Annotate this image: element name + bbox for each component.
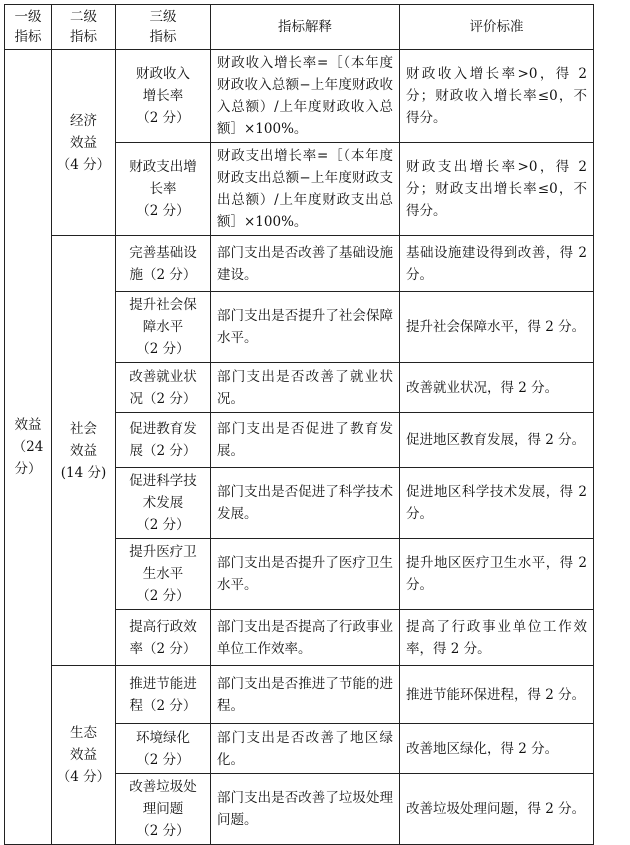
- evaluation-table: [4, 4, 594, 845]
- table-row: [5, 666, 594, 724]
- explanation-cell: 部门支出是否促进了科学技术发展。: [211, 468, 400, 539]
- indicator-cell: 提升医疗卫 生水平 （2 分）: [116, 539, 211, 610]
- indicator-cell: 环境绿化 （2 分）: [116, 724, 211, 774]
- table-header: [5, 5, 594, 50]
- indicator-cell: 改善就业状 况（2 分）: [116, 363, 211, 413]
- standard-cell: 提升地区医疗卫生水平，得 2 分。: [400, 539, 594, 610]
- level2-cell-economic: [52, 50, 116, 236]
- explanation-cell: 财政收入增长率=［（本年度财政收入总额−上年度财政收入总额）/上年度财政收入总额］×100%。: [211, 50, 400, 143]
- level1-cell: [5, 50, 52, 845]
- table-body: [5, 50, 594, 845]
- standard-cell: 提升社会保障水平，得 2 分。: [400, 292, 594, 363]
- level2-name: 生态 效益 （4 分）: [56, 725, 111, 785]
- explanation-cell: 部门支出是否改善了地区绿化。: [211, 724, 400, 774]
- table-row: [5, 236, 594, 292]
- standard-cell: 提高了行政事业单位工作效率，得 2 分。: [400, 610, 594, 666]
- explanation-cell: 部门支出是否推进了节能的进程。: [211, 666, 400, 724]
- level1-score: （24 分）: [12, 439, 44, 477]
- level2-score: （4 分）: [56, 156, 111, 173]
- indicator-cell: 提高行政效 率（2 分）: [116, 610, 211, 666]
- level2-name: 经济 效益: [70, 112, 97, 151]
- explanation-cell: 部门支出是否改善了就业状况。: [211, 363, 400, 413]
- header-explanation: 指标解释: [211, 5, 400, 50]
- standard-cell: 推进节能环保进程，得 2 分。: [400, 666, 594, 724]
- indicator-cell: 财政支出增 长率 （2 分）: [116, 143, 211, 236]
- header-standard: 评价标准: [400, 5, 594, 50]
- explanation-cell: 部门支出是否促进了教育发展。: [211, 413, 400, 468]
- explanation-cell: 财政支出增长率=［（本年度财政支出总额−上年度财政支出总额）/上年度财政支出总额］×100%。: [211, 143, 400, 236]
- header-level2: 二级 指标: [52, 5, 116, 50]
- standard-cell: 改善垃圾处理问题，得 2 分。: [400, 774, 594, 845]
- indicator-cell: 促进科学技 术发展 （2 分）: [116, 468, 211, 539]
- header-level1: 一级 指标: [5, 5, 52, 50]
- level1-name: 效益: [14, 417, 42, 433]
- indicator-cell: 改善垃圾处 理问题 （2 分）: [116, 774, 211, 845]
- explanation-cell: 部门支出是否提高了行政事业单位工作效率。: [211, 610, 400, 666]
- level2-score: (14 分): [60, 464, 107, 481]
- standard-cell: 财政支出增长率>0，得 2 分；财政支出增长率≤0，不得分。: [400, 143, 594, 236]
- standard-cell: 促进地区教育发展，得 2 分。: [400, 413, 594, 468]
- header-level3: 三级 指标: [116, 5, 211, 50]
- explanation-cell: 部门支出是否提升了医疗卫生水平。: [211, 539, 400, 610]
- indicator-cell: 推进节能进 程（2 分）: [116, 666, 211, 724]
- standard-cell: 财政收入增长率>0，得 2 分；财政收入增长率≤0，不得分。: [400, 50, 594, 143]
- explanation-cell: 部门支出是否改善了基础设施建设。: [211, 236, 400, 292]
- indicator-cell: 促进教育发 展（2 分）: [116, 413, 211, 468]
- level2-name: 社会 效益: [70, 420, 97, 459]
- indicator-cell: 完善基础设 施（2 分）: [116, 236, 211, 292]
- standard-cell: 促进地区科学技术发展，得 2 分。: [400, 468, 594, 539]
- standard-cell: 改善地区绿化，得 2 分。: [400, 724, 594, 774]
- level2-cell-social: [52, 236, 116, 666]
- explanation-cell: 部门支出是否改善了垃圾处理问题。: [211, 774, 400, 845]
- indicator-cell: 财政收入 增长率 （2 分）: [116, 50, 211, 143]
- explanation-cell: 部门支出是否提升了社会保障水平。: [211, 292, 400, 363]
- table-row: [5, 50, 594, 143]
- standard-cell: 基础设施建设得到改善，得 2 分。: [400, 236, 594, 292]
- level2-cell-ecological: [52, 666, 116, 845]
- standard-cell: 改善就业状况，得 2 分。: [400, 363, 594, 413]
- indicator-cell: 提升社会保 障水平 （2 分）: [116, 292, 211, 363]
